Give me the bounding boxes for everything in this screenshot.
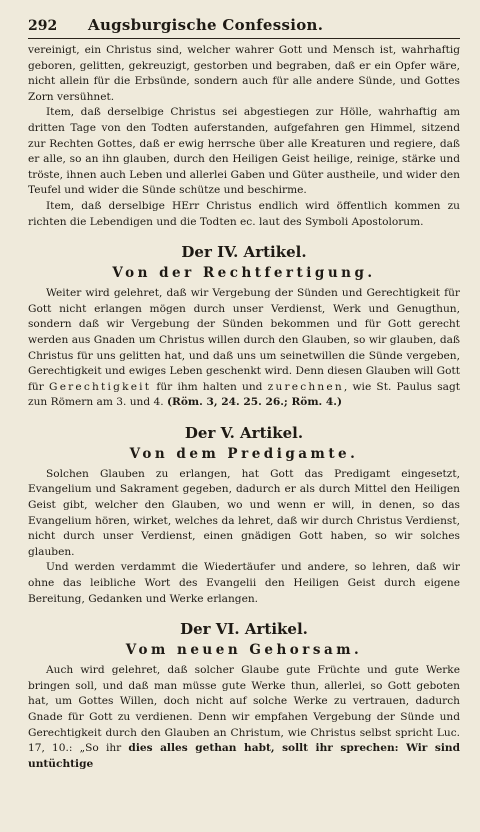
article-4-spaced-word-2: zurechnen <box>267 380 344 393</box>
article-4-text-start: Weiter wird gelehret, daß wir Vergebung der Sünden und Gerechtigkeit für Gott nicht erlangen mögen durch unser Verdienst, Werk und Genugthun, sondern daß wir Vergebung der Sünden bekommen und für Gott gerecht werden aus Gnaden um Christus willen durch den Glauben, so wir glauben, daß Christus für uns gelitten hat, und daß uns um seinetwillen die Sünde vergeben, Gerechtigkeit und ewiges Leben geschenkt wird. Denn diesen Glauben will Gott für <box>28 287 460 393</box>
article-4-spaced-word-1: Gerechtigkeit <box>49 380 152 393</box>
article-4-text-mid: für ihm halten und <box>151 380 268 393</box>
article-4-text-end: , wie St. Paulus sagt zun Römern am 3. und 4. <box>28 380 460 409</box>
paragraph-intro-3: Item, daß derselbige HErr Christus endlich wird öffentlich kommen zu richten die Lebendigen und die Todten ec. laut des Symboli Apostolorum. <box>28 199 460 228</box>
page-number: 292 <box>28 18 58 34</box>
article-4-heading: Der IV. Artikel. <box>181 243 307 262</box>
article-4-paragraph <box>28 286 460 411</box>
article-5-heading: Der V. Artikel. <box>184 423 304 442</box>
running-header <box>28 16 460 39</box>
paragraph-intro-1: vereinigt, ein Christus sind, welcher wahrer Gott und Mensch ist, wahrhaftig geboren, gelitten, gekreuzigt, gestorben und begraben, daß er ein Opfer wäre, nicht allein für die Erbsünde, sondern auch für alle andere Sünde, und Gottes Zorn versühnet. <box>28 44 460 103</box>
book-page <box>28 16 460 822</box>
paragraph-intro-2: Item, daß derselbige Christus sei abgestiegen zur Hölle, wahrhaftig am dritten Tage von den Todten auferstanden, aufgefahren gen Himmel, sitzend zur Rechten Gottes, daß er ewig herrsche über alle Kreaturen und regiere, daß er alle, so an ihn glauben, durch den Heiligen Geist heilige, reinige, stärke und tröste, ihnen auch Leben und allerlei Gaben und Güter austheile, und wider den Teufel und wider die Sünde schütze und beschirme. <box>28 106 460 197</box>
article-6-heading: Der VI. Artikel. <box>180 620 308 639</box>
article-6-subheading: Vom neuen Gehorsam. <box>125 642 363 659</box>
article-4-reference: (Röm. 3, 24. 25. 26.; Röm. 4.) <box>167 396 343 409</box>
article-6-text-start: Auch wird gelehret, daß solcher Glaube gute Früchte und gute Werke bringen soll, und daß man müsse gute Werke thun, allerlei, so Gott geboten hat, um Gottes Willen, doch nicht auf solche Werke zu vertrauen, dadurch Gnade für Gott zu verdienen. Denn wir empfahen Vergebung der Sünde und Gerechtigkeit durch den Glauben an Christum, wie Christus selbst spricht Luc. 17, 10.: „So ihr <box>28 664 460 755</box>
running-title: Augsburgische Confession. <box>88 16 324 34</box>
article-6-paragraph <box>28 663 460 772</box>
article-5-paragraph-2: Und werden verdammt die Wiedertäufer und andere, so lehren, daß wir ohne das leibliche Wort des Evangelii den Heiligen Geist durch eigene Bereitung, Gedanken und Werke erlangen. <box>28 561 460 605</box>
article-5-paragraph-1: Solchen Glauben zu erlangen, hat Gott das Predigamt eingesetzt, Evangelium und Sakrament gegeben, dadurch er als durch Mittel den Heiligen Geist gibt, welcher den Glauben, wo und wenn er will, in denen, so das Evangelium hören, wirket, welches da lehret, daß wir durch Christus Verdienst, nicht durch unser Verdienst, einen gnädigen Gott haben, so wir solches glauben. <box>28 467 460 558</box>
article-5-subheading: Von dem Predigamte. <box>129 445 359 462</box>
article-6-text-end: dies alles gethan habt, sollt ihr sprechen: Wir sind untüchtige <box>28 742 460 770</box>
article-4-subheading: Von der Rechtfertigung. <box>112 265 376 282</box>
